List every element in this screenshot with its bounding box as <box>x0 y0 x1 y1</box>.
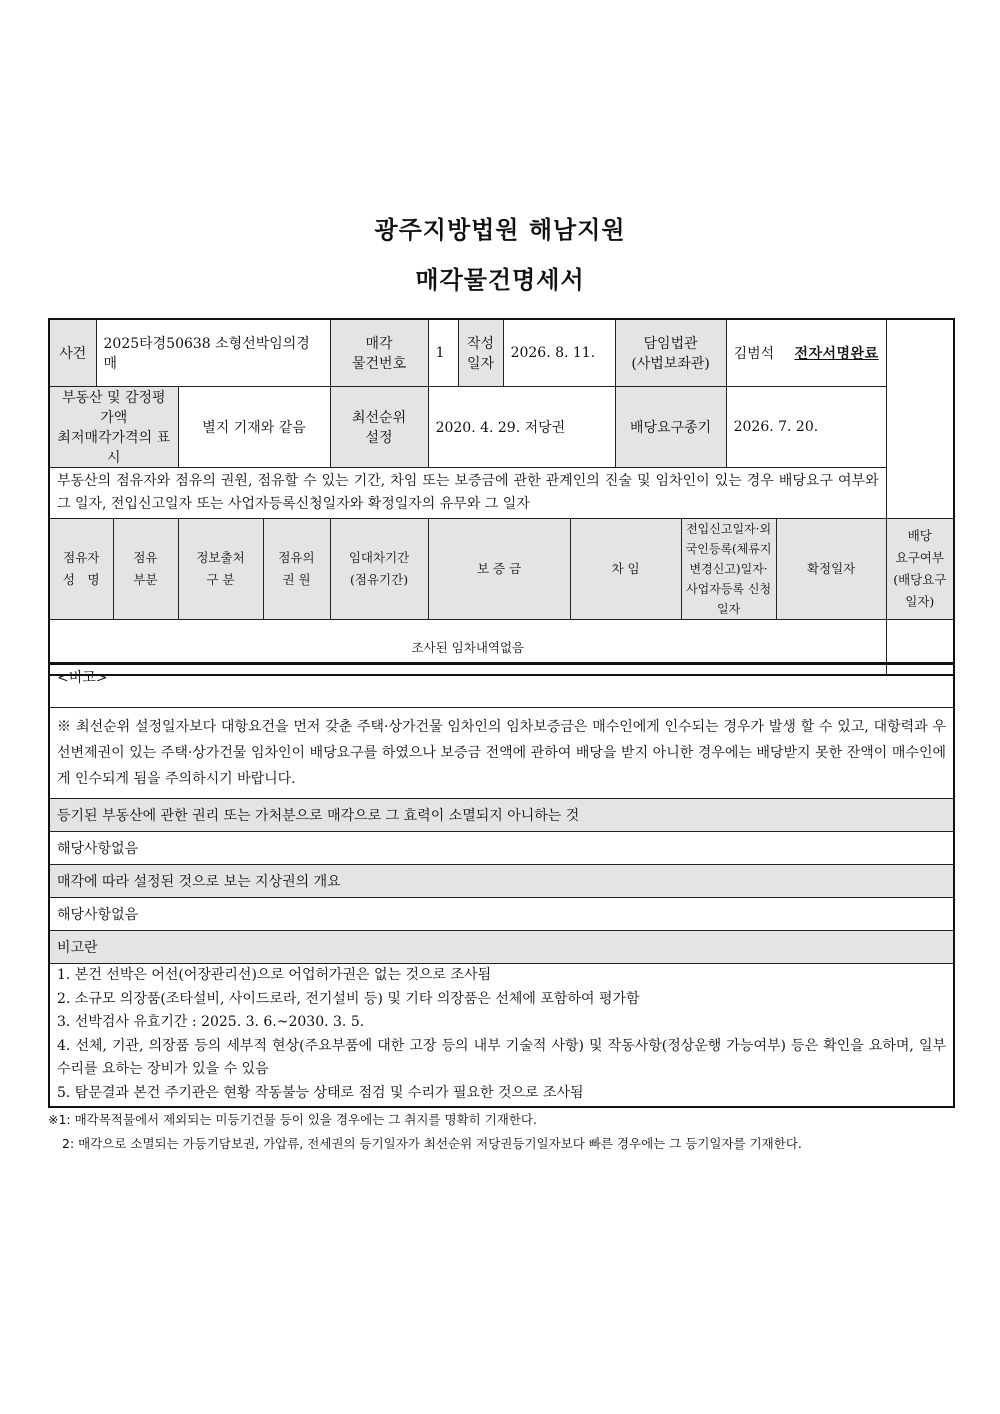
note-item: 3. 선박검사 유효기간 : 2025. 3. 6.~2030. 3. 5. <box>57 1014 365 1031</box>
surviving-rights-value: 해당사항없음 <box>49 832 954 865</box>
notes-label: 비고란 <box>49 931 954 964</box>
created-date-label: 작성 일자 <box>458 319 503 387</box>
col-deposit: 보 증 금 <box>428 519 570 620</box>
col-registration-date: 전입신고일자·외국인등록(체류지변경신고)일자·사업자등록 신청일자 <box>681 519 776 620</box>
judge-value <box>726 319 886 387</box>
col-occupancy-title: 점유의 권 원 <box>263 519 330 620</box>
col-occupied-part: 점유 부분 <box>113 519 178 620</box>
note-item: 5. 탐문결과 본건 주기관은 현황 작동불능 상태로 점검 및 수리가 필요한 것으로 조사됨 <box>57 1084 584 1101</box>
note-item: 4. 선체, 기관, 의장품 등의 세부적 현상(주요부품에 대한 고장 등의 내부 기술적 사항) 및 작동사항(정상운행 가능여부) 등은 확인을 요하며, 일부 수리를 요하는 장비가 있을 수 있음 <box>57 1037 946 1078</box>
dividend-deadline-label: 배당요구종기 <box>615 387 726 468</box>
remarks-label: <비고> <box>49 664 954 708</box>
dividend-deadline-value: 2026. 7. 20. <box>726 387 886 468</box>
surface-right-label: 매각에 따라 설정된 것으로 보는 지상권의 개요 <box>49 865 954 898</box>
created-date-value: 2026. 8. 11. <box>503 319 615 387</box>
judge-name: 김범석 <box>733 346 775 362</box>
lease-empty-message: 조사된 임차내역없음 <box>49 620 886 676</box>
footnote-2: 2: 매각으로 소멸되는 가등기담보권, 가압류, 전세권의 등기일자가 최선순위 저당권등기일자보다 빠른 경우에는 그 등기일자를 기재한다. <box>62 1136 802 1151</box>
electronic-signature: 전자서명완료 <box>794 346 879 362</box>
case-label: 사건 <box>49 319 96 387</box>
col-rent: 차 임 <box>570 519 681 620</box>
notes-list <box>49 964 954 1107</box>
first-lien-label: 최선순위 설정 <box>330 387 428 468</box>
case-number: 2025타경50638 소형선박임의경매 <box>96 319 330 387</box>
footnotes <box>48 1108 958 1156</box>
sale-details-table <box>48 318 955 676</box>
note-item: 2. 소규모 의장품(조타설비, 사이드로라, 전기설비 등) 및 기타 의장품은 선체에 포함하여 평가함 <box>57 990 640 1007</box>
col-dividend-request: 배당 요구여부 (배당요구일자) <box>886 519 954 620</box>
surviving-rights-label: 등기된 부동산에 관한 권리 또는 가처분으로 매각으로 그 효력이 소멸되지 아니하는 것 <box>49 799 954 832</box>
item-number-value: 1 <box>428 319 458 387</box>
col-info-source: 정보출처 구 분 <box>178 519 263 620</box>
appraisal-label: 부동산 및 감정평가액 최저매각가격의 표시 <box>49 387 178 468</box>
col-occupant-name: 점유자 성 명 <box>49 519 113 620</box>
surface-right-value: 해당사항없음 <box>49 898 954 931</box>
item-number-label: 매각 물건번호 <box>330 319 428 387</box>
court-name: 광주지방법원 해남지원 <box>374 216 626 244</box>
appraisal-value: 별지 기재와 같음 <box>178 387 330 468</box>
col-lease-period: 임대차기간 (점유기간) <box>330 519 428 620</box>
judge-label: 담임법관 (사법보좌관) <box>615 319 726 387</box>
first-lien-value: 2020. 4. 29. 저당권 <box>428 387 615 468</box>
remarks-table <box>48 662 955 1108</box>
occupancy-description: 부동산의 점유자와 점유의 권원, 점유할 수 있는 기간, 차임 또는 보증금에 관한 관계인의 진술 및 임차인이 있는 경우 배당요구 여부와 그 일자, 전입신고일자 또는 사업자등록신청일자와 확정일자의 유무와 그 일자 <box>49 468 886 519</box>
footnote-1: ※1: 매각목적물에서 제외되는 미등기건물 등이 있을 경우에는 그 취지를 명확히 기재한다. <box>48 1112 537 1127</box>
tenant-notice: ※ 최선순위 설정일자보다 대항요건을 먼저 갖춘 주택·상가건물 임차인의 임차보증금은 매수인에게 인수되는 경우가 발생 할 수 있고, 대항력과 우선변제권이 있는 주택·상가건물 임차인이 배당요구를 하였으나 보증금 전액에 관하여 배당을 받지 아니한 경우에는 배당받지 못한 잔액이 매수인에게 인수되게 됨을 주의하시기 바랍니다. <box>49 708 954 799</box>
note-item: 1. 본건 선박은 어선(어장관리선)으로 어업허가권은 없는 것으로 조사됨 <box>57 967 492 983</box>
document-title: 매각물건명세서 <box>415 266 585 294</box>
col-fixed-date: 확정일자 <box>776 519 886 620</box>
